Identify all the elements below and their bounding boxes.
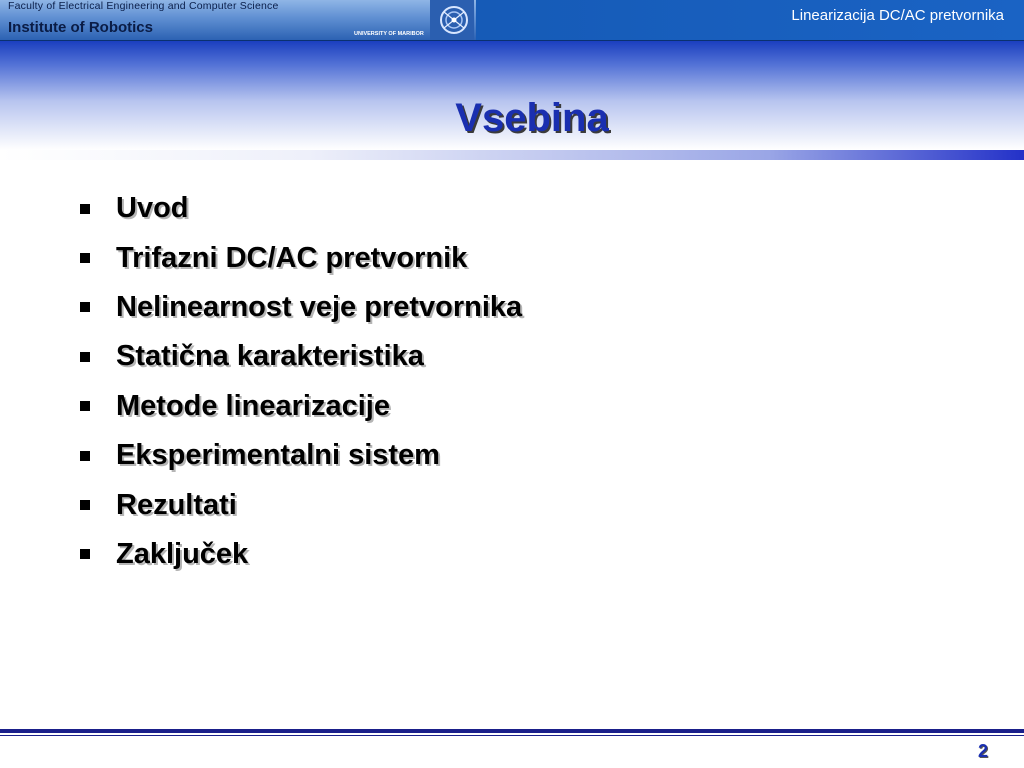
square-bullet-icon — [80, 253, 90, 263]
page-number: 2 — [977, 741, 988, 761]
faculty-name: Faculty of Electrical Engineering and Computer Science — [8, 0, 279, 12]
list-item-label: Trifazni DC/AC pretvornik — [116, 241, 468, 274]
list-item-label: Nelinearnost veje pretvornika — [116, 290, 523, 323]
list-item — [74, 530, 522, 579]
institute-name: Institute of Robotics — [8, 19, 153, 36]
list-item-label: Rezultati — [116, 488, 237, 521]
footer-divider — [0, 729, 1024, 733]
top-banner — [0, 0, 1024, 41]
square-bullet-icon — [80, 302, 90, 312]
list-item-label: Eksperimentalni sistem — [116, 439, 440, 472]
square-bullet-icon — [80, 352, 90, 362]
list-item — [74, 431, 522, 480]
presentation-title: Linearizacija DC/AC pretvornika — [791, 7, 1004, 24]
square-bullet-icon — [80, 500, 90, 510]
list-item — [74, 233, 522, 282]
list-item — [74, 480, 522, 529]
list-item — [74, 382, 522, 431]
list-item-label: Statična karakteristika — [116, 340, 424, 373]
list-item-label: Metode linearizacije — [116, 389, 390, 422]
agenda-list — [74, 184, 522, 579]
list-item — [74, 184, 522, 233]
square-bullet-icon — [80, 204, 90, 214]
square-bullet-icon — [80, 451, 90, 461]
slide-title: Vsebina — [455, 96, 609, 140]
square-bullet-icon — [80, 549, 90, 559]
university-name: UNIVERSITY OF MARIBOR — [354, 31, 424, 37]
university-emblem-icon — [430, 0, 474, 40]
title-divider — [0, 150, 1024, 160]
list-item — [74, 332, 522, 381]
list-item-label: Uvod — [116, 192, 189, 225]
list-item-label: Zaključek — [116, 537, 249, 570]
institute-branding — [0, 0, 476, 40]
list-item — [74, 283, 522, 332]
footer-divider-thin — [0, 735, 1024, 736]
square-bullet-icon — [80, 401, 90, 411]
